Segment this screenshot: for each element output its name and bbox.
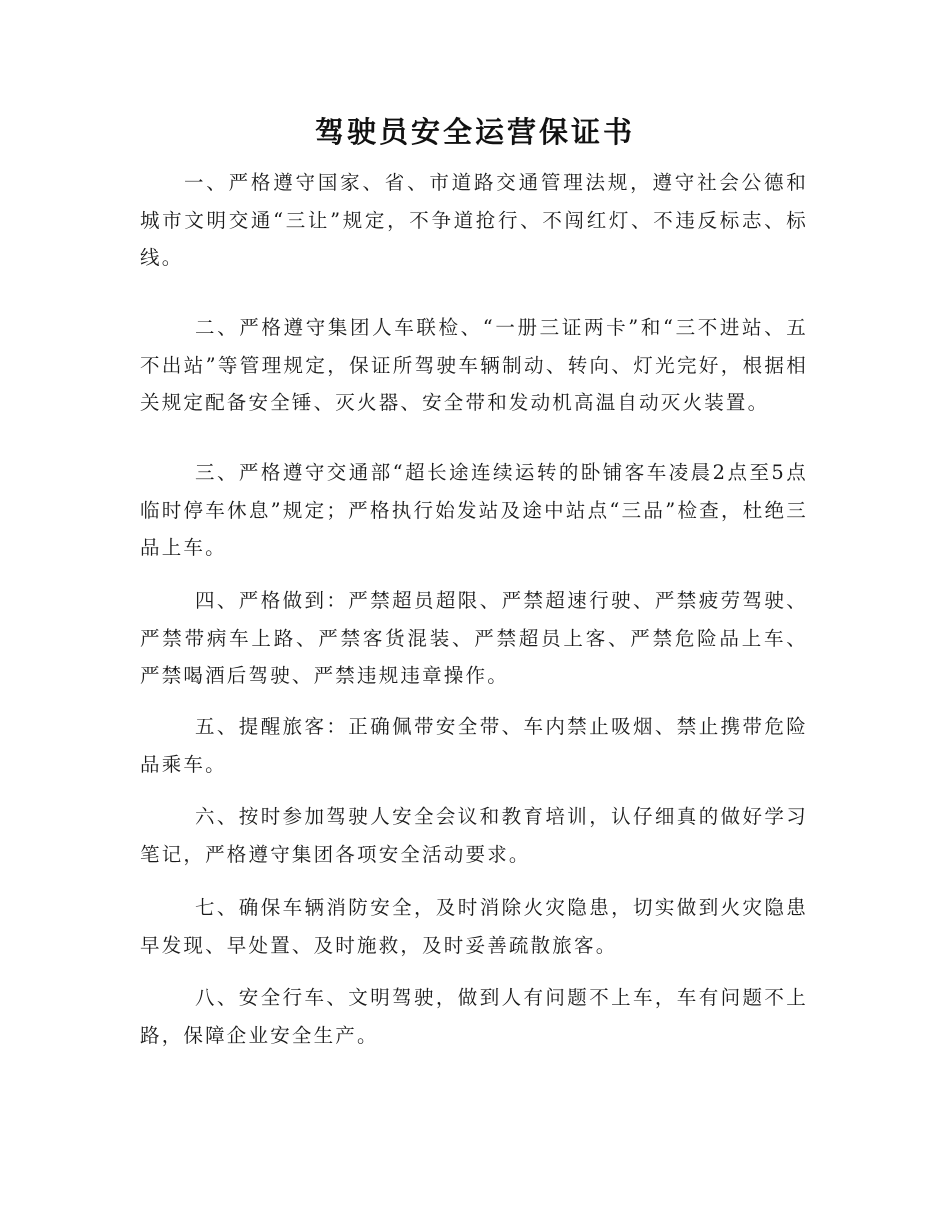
paragraph-8: 八、安全行车、文明驾驶，做到人有问题不上车，车有问题不上路，保障企业安全生产。 xyxy=(140,986,808,1047)
paragraph-7: 七、确保车辆消防安全，及时消除火灾隐患，切实做到火灾隐患早发现、早处置、及时施救，及时妥善疏散旅客。 xyxy=(140,896,808,957)
paragraph-1: 一、严格遵守国家、省、市道路交通管理法规，遵守社会公德和城市文明交通“三让”规定，不争道抢行、不闯红灯、不违反标志、标线。 xyxy=(140,171,808,269)
paragraph-6: 六、按时参加驾驶人安全会议和教育培训，认仔细真的做好学习笔记，严格遵守集团各项安全活动要求。 xyxy=(140,805,808,866)
paragraph-2: 二、严格遵守集团人车联检、“一册三证两卡”和“三不进站、五不出站”等管理规定，保证所驾驶车辆制动、转向、灯光完好，根据相关规定配备安全锤、灭火器、安全带和发动机高温自动灭火装置。 xyxy=(140,316,808,414)
paragraph-3: 三、严格遵守交通部“超长途连续运转的卧铺客车凌晨2点至5点临时停车休息”规定；严格执行始发站及途中站点“三品”检查，杜绝三品上车。 xyxy=(140,461,808,559)
paragraph-4: 四、严格做到：严禁超员超限、严禁超速行驶、严禁疲劳驾驶、严禁带病车上路、严禁客货混装、严禁超员上客、严禁危险品上车、严禁喝酒后驾驶、严禁违规违章操作。 xyxy=(140,589,808,687)
page-title: 驾驶员安全运营保证书 xyxy=(314,115,635,149)
paragraph-5: 五、提醒旅客：正确佩带安全带、车内禁止吸烟、禁止携带危险品乘车。 xyxy=(140,715,808,776)
